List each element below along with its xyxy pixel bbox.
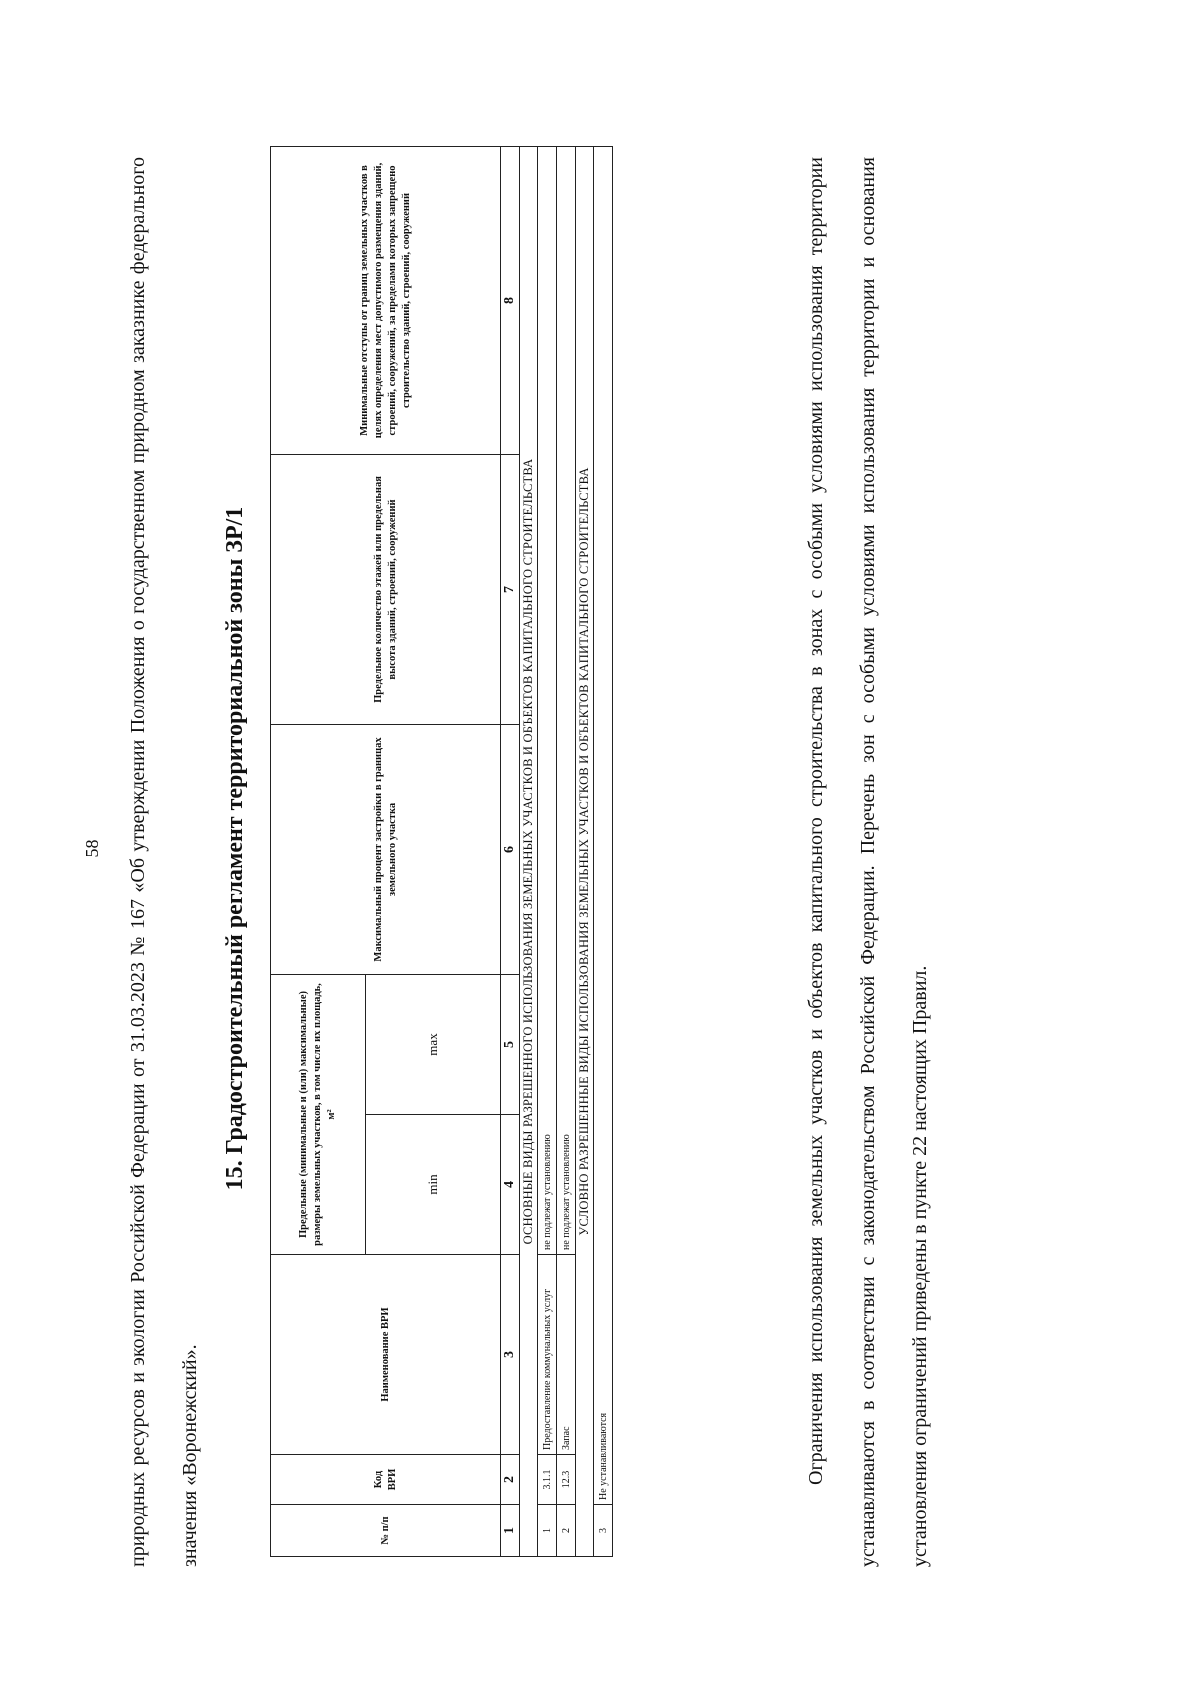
header-num: № п/п [271, 1505, 501, 1557]
section-row-conditional [576, 146, 594, 1556]
paragraph-bottom: Ограничения использования земельных участков и объектов капитального строительства в зонах с особыми условиями использования территории устанавливаются в соответствии с законодательством Российской Федерации. Перечень зон с особыми условиями использования территории и основания установления ограничений приведены в пункте 22 настоящих Правил. [805, 157, 931, 1567]
row-name: Запас [557, 1255, 576, 1455]
column-number: 4 [501, 1115, 520, 1255]
section-main-label: ОСНОВНЫЕ ВИДЫ РАЗРЕШЕННОГО ИСПОЛЬЗОВАНИЯ ЗЕМЕЛЬНЫХ УЧАСТКОВ И ОБЪЕКТОВ КАПИТАЛЬНОГО СТРОИТЕЛЬСТВА [520, 146, 538, 1556]
row-num: 3 [594, 1505, 613, 1557]
column-number: 7 [501, 454, 520, 724]
section-title: 15. Градостроительный регламент территориальной зоны ЗР/1 [222, 506, 248, 1191]
row-code: 12.3 [557, 1455, 576, 1505]
column-number: 6 [501, 724, 520, 974]
section-conditional-label: УСЛОВНО РАЗРЕШЕННЫЕ ВИДЫ ИСПОЛЬЗОВАНИЯ ЗЕМЕЛЬНЫХ УЧАСТКОВ И ОБЪЕКТОВ КАПИТАЛЬНОГО СТРОИТЕЛЬСТВА [576, 146, 594, 1556]
column-number-row [501, 146, 520, 1556]
row-num: 2 [557, 1505, 576, 1557]
column-number: 1 [501, 1505, 520, 1557]
table-row [538, 146, 557, 1556]
row-value: не подлежат установлению [557, 146, 576, 1254]
column-number: 8 [501, 146, 520, 454]
table-row [594, 146, 613, 1556]
row-text: Не устанавливаются [594, 146, 613, 1504]
column-number: 5 [501, 974, 520, 1114]
header-area-min: min [366, 1115, 501, 1255]
column-number: 2 [501, 1455, 520, 1505]
header-area: Предельные (минимальные и (или) максимальные) размеры земельных участков, в том числе их площадь, м² [271, 974, 366, 1254]
row-num: 1 [538, 1505, 557, 1557]
column-number: 3 [501, 1255, 520, 1455]
header-coverage: Максимальный процент застройки в границах земельного участка [271, 724, 501, 974]
header-name: Наименование ВРИ [271, 1255, 501, 1455]
table-row [557, 146, 576, 1556]
header-setback: Минимальные отступы от границ земельных участков в целях определения мест допустимого размещения зданий, строений, сооружений, за пределами которых запрещено строительство зданий, строений, сооружений [271, 146, 501, 454]
header-floors: Предельное количество этажей или предельная высота зданий, строений, сооружений [271, 454, 501, 724]
row-name: Предоставление коммунальных услуг [538, 1255, 557, 1455]
regulation-table [270, 146, 613, 1557]
header-area-max: max [366, 974, 501, 1114]
header-code: Код ВРИ [271, 1455, 501, 1505]
row-value: не подлежат установлению [538, 146, 557, 1254]
paragraph-top: природных ресурсов и экологии Российской Федерации от 31.03.2023 № 167 «Об утверждении Положения о государственном природном заказнике федерального значения «Воронежский». [127, 157, 201, 1567]
page-number: 58 [82, 839, 102, 858]
row-code: 3.1.1 [538, 1455, 557, 1505]
table-header-row [271, 146, 366, 1556]
section-row-main [520, 146, 538, 1556]
